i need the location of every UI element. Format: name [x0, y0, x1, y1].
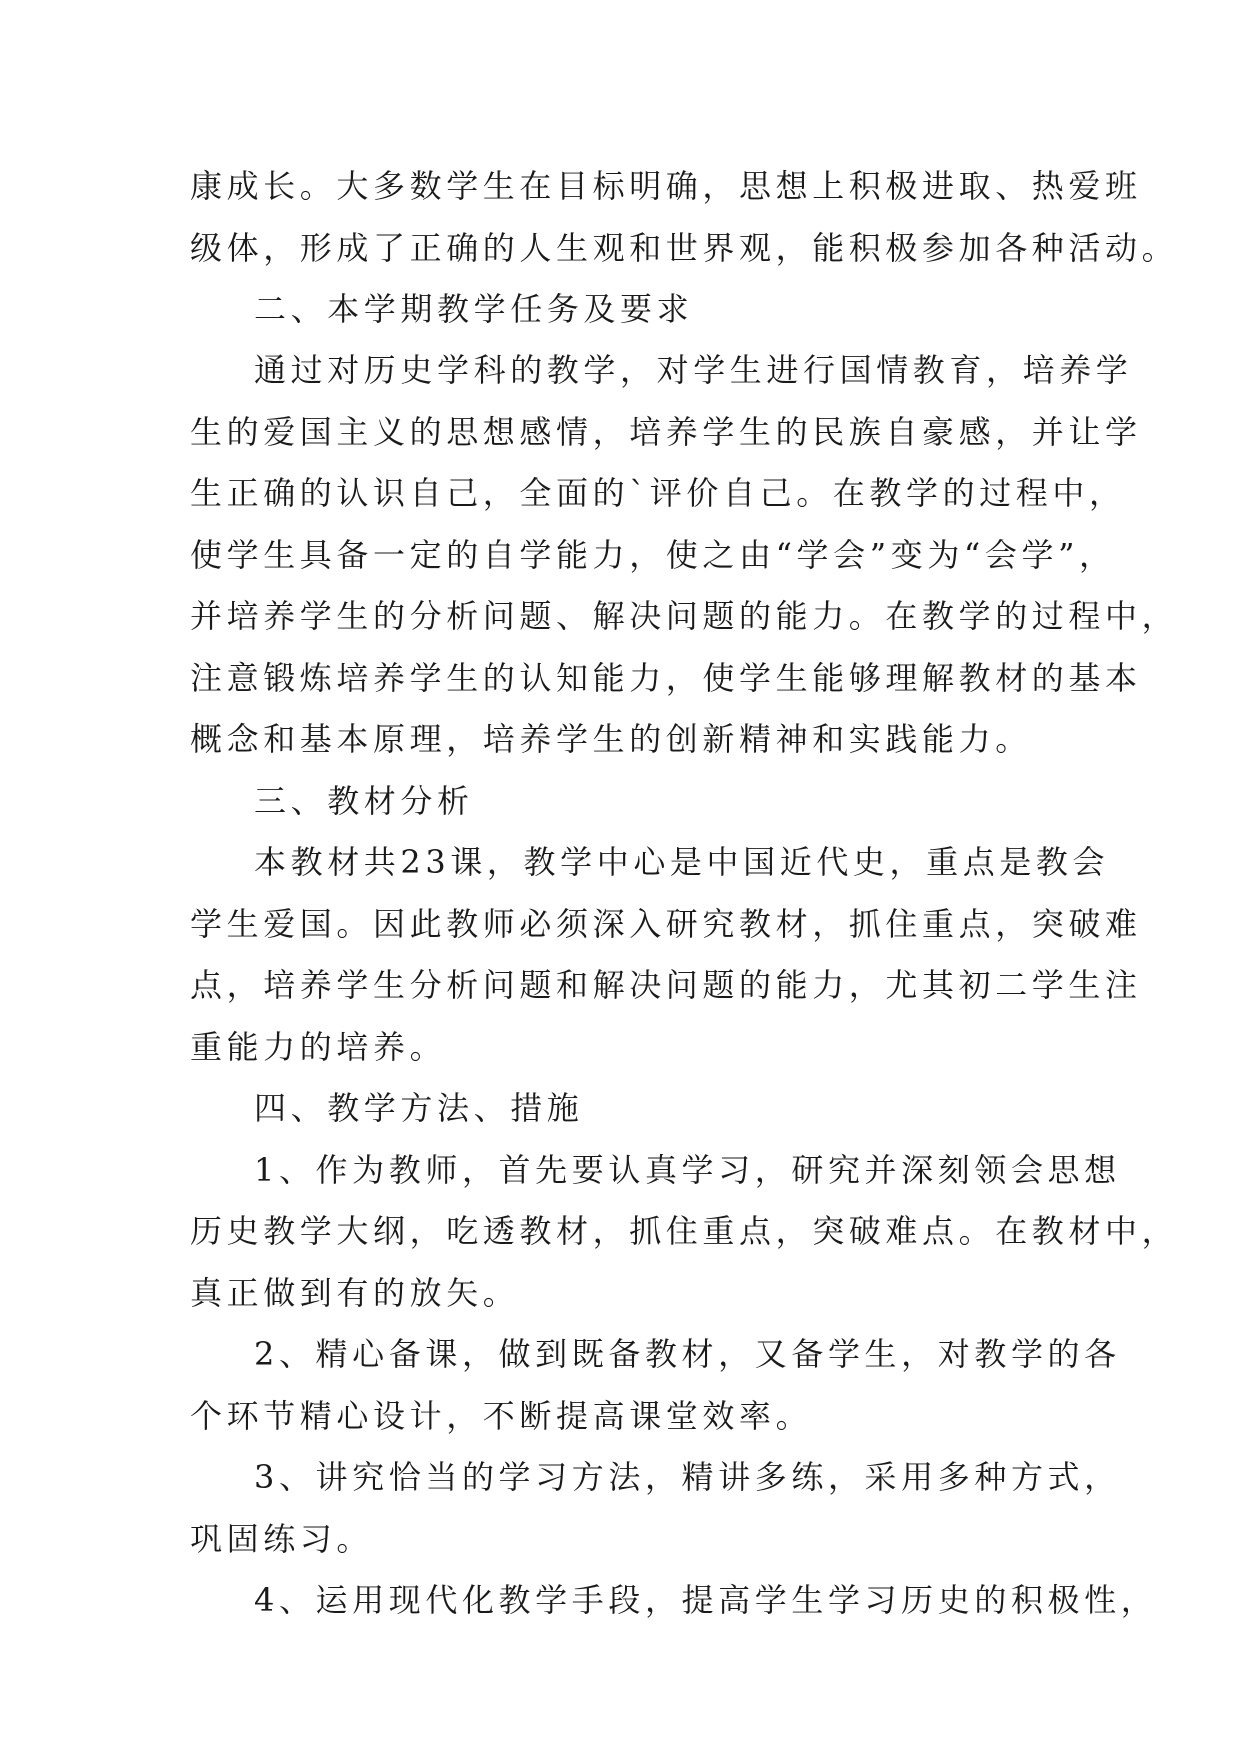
- section-heading: 二、本学期教学任务及要求: [254, 290, 694, 328]
- text-line: 生的爱国主义的思想感情，培养学生的民族自豪感，并让学: [190, 413, 1142, 451]
- text-line: 4、运用现代化教学手段，提高学生学习历史的积极性，: [254, 1581, 1158, 1619]
- text-line: 学生爱国。因此教师必须深入研究教材，抓住重点，突破难: [190, 905, 1142, 943]
- text-line: 本教材共23课，教学中心是中国近代史，重点是教会: [254, 843, 1110, 881]
- text-line: 通过对历史学科的教学，对学生进行国情教育，培养学: [254, 351, 1133, 389]
- text-line: 巩固练习。: [190, 1520, 374, 1558]
- text-line: 3、讲究恰当的学习方法，精讲多练，采用多种方式，: [254, 1458, 1121, 1496]
- text-line: 重能力的培养。: [190, 1028, 447, 1066]
- text-line: 概念和基本原理，培养学生的创新精神和实践能力。: [190, 720, 1032, 758]
- text-line: 级体，形成了正确的人生观和世界观，能积极参加各种活动。: [190, 229, 1179, 267]
- text-line: 真正做到有的放矢。: [190, 1274, 520, 1312]
- text-line: 点，培养学生分析问题和解决问题的能力，尤其初二学生注: [190, 966, 1142, 1004]
- text-line: 康成长。大多数学生在目标明确，思想上积极进取、热爱班: [190, 167, 1142, 205]
- text-line: 生正确的认识自己，全面的`评价自己。在教学的过程中，: [190, 474, 1126, 512]
- section-heading: 四、教学方法、措施: [254, 1089, 584, 1127]
- text-line: 1、作为教师，首先要认真学习，研究并深刻领会思想: [254, 1151, 1121, 1189]
- text-line: 并培养学生的分析问题、解决问题的能力。在教学的过程中，: [190, 597, 1179, 635]
- text-line: 历史教学大纲，吃透教材，抓住重点，突破难点。在教材中，: [190, 1212, 1179, 1250]
- text-line: 注意锻炼培养学生的认知能力，使学生能够理解教材的基本: [190, 659, 1142, 697]
- text-line: 使学生具备一定的自学能力，使之由“学会”变为“会学”，: [190, 536, 1116, 574]
- section-heading: 三、教材分析: [254, 782, 474, 820]
- text-line: 个环节精心设计，不断提高课堂效率。: [190, 1397, 813, 1435]
- text-line: 2、精心备课，做到既备教材，又备学生，对教学的各: [254, 1335, 1121, 1373]
